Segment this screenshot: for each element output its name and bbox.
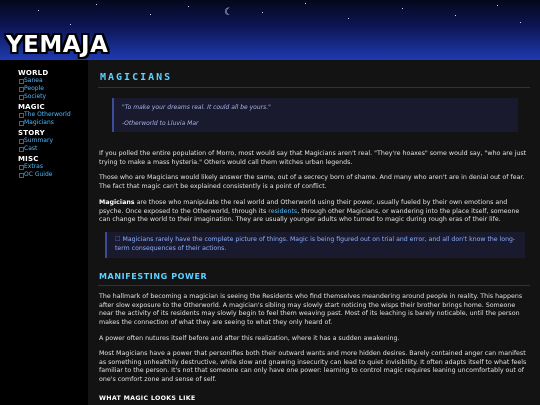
sidebar-item-sanea[interactable]: Sanea bbox=[18, 77, 88, 85]
sidebar-item-society[interactable]: Society bbox=[18, 93, 88, 101]
title-divider bbox=[98, 87, 530, 88]
star bbox=[520, 22, 521, 23]
sidebar-item-the-otherworld[interactable]: The Otherworld bbox=[18, 111, 88, 119]
nav-heading-magic: MAGIC bbox=[18, 103, 45, 111]
note-text: Magicians rarely have the complete picture of things. Magic is being figured out on trial and error, and all don't know the long-term consequences of their actions. bbox=[115, 236, 516, 252]
quote-source: -Otherworld to Lluvia Mar bbox=[122, 120, 199, 127]
quote-box bbox=[112, 98, 518, 132]
nav-heading-misc: MISC bbox=[18, 155, 39, 163]
sidebar-item-cast[interactable]: Cast bbox=[18, 145, 88, 153]
star bbox=[38, 10, 39, 11]
nav-section-magic bbox=[18, 103, 88, 127]
magicians-term: Magicians bbox=[99, 199, 135, 206]
note-callout bbox=[105, 232, 525, 258]
note-icon: ☐ bbox=[115, 236, 121, 243]
sidebar-item-summary[interactable]: Summary bbox=[18, 137, 88, 145]
section-title-manifesting-power: MANIFESTING POWER bbox=[99, 272, 208, 281]
nav-heading-world: WORLD bbox=[18, 69, 49, 77]
hallmark-paragraph: The hallmark of becoming a magician is seeing the Residents who find themselves meandering around people in reality. This happens after slow exposure to the Otherworld. A magician's sibling may slowly start noticing the wisps their brother brings home. Someone near the activity of its residents may slowly begin to feel them weaving past. Most of its leaching is barely noticable, until the person makes the connection of what they are seeing to what they only heard of. bbox=[99, 293, 523, 326]
secrecy-paragraph: Those who are Magicians would likely answer the same, out of a secrecy born of shame. And many who aren't are in denial out of fear. The fact that magic can't be explained consistently is a point of conflict. bbox=[99, 174, 525, 190]
definition-text-a: are those who manipulate the real world and Otherworld using their power, usually fueled by their own emotions and psyche. Once exposed to the Otherworld, through its bbox=[99, 199, 508, 215]
intro-paragraph: If you polled the entire population of Morro, most would say that Magicians aren't real. "They're hoaxes" some would say, "who are just trying to make a mass hysteria." Others would call them witches urban legends. bbox=[99, 150, 527, 166]
nav-section-misc bbox=[18, 155, 88, 179]
moon-icon: ☾ bbox=[224, 7, 233, 18]
star bbox=[455, 15, 456, 16]
star bbox=[70, 24, 71, 25]
sidebar-item-oc-guide[interactable]: OC Guide bbox=[18, 171, 88, 179]
nav-heading-story: STORY bbox=[18, 129, 45, 137]
definition-text-b: , through other Magicians, or wandering into the place itself, someone can change the world to their imagination. They are usually younger adults who turned to magic during rough eras of their life. bbox=[99, 207, 520, 223]
awakening-paragraph: A power often nutures itself before and after this realization, where it has a sudden awakening. bbox=[99, 335, 400, 342]
sidebar-item-extras[interactable]: Extras bbox=[18, 163, 88, 171]
sidebar-nav bbox=[18, 69, 88, 181]
star bbox=[305, 3, 306, 4]
nav-section-world bbox=[18, 69, 88, 101]
definition-paragraph bbox=[99, 199, 529, 225]
star bbox=[402, 8, 403, 9]
star bbox=[348, 18, 349, 19]
subsection-title: WHAT MAGIC LOOKS LIKE bbox=[99, 395, 196, 402]
page-title: MAGICIANS bbox=[100, 72, 173, 83]
sidebar bbox=[0, 60, 88, 405]
nav-section-story bbox=[18, 129, 88, 153]
sidebar-item-magicians[interactable]: Magicians bbox=[18, 119, 88, 127]
star bbox=[262, 12, 263, 13]
star bbox=[188, 6, 189, 7]
residents-link[interactable]: residents bbox=[268, 207, 298, 215]
site-logo[interactable]: YEMAJA bbox=[6, 32, 109, 58]
sidebar-item-people[interactable]: People bbox=[18, 85, 88, 93]
quote-text: "To make your dreams real. It could all be yours." bbox=[122, 104, 271, 111]
section-divider bbox=[98, 285, 530, 286]
star bbox=[96, 4, 97, 5]
site-header bbox=[0, 0, 540, 60]
star bbox=[150, 14, 151, 15]
star bbox=[497, 5, 498, 6]
power-paragraph: Most Magicians have a power that personifies both their outward wants and more hidden desires. Barely contained anger can manifest as something unhealthily destructive, while slow and gnawing insecurity can lead to quiet invisibility. It often adapts itself to what feels familiar to the person. It's not that someone can only have one power: learning to control magic requires leaning uncomfortably out of one's comfort zone and sense of self. bbox=[99, 350, 527, 383]
main-content bbox=[88, 60, 540, 405]
